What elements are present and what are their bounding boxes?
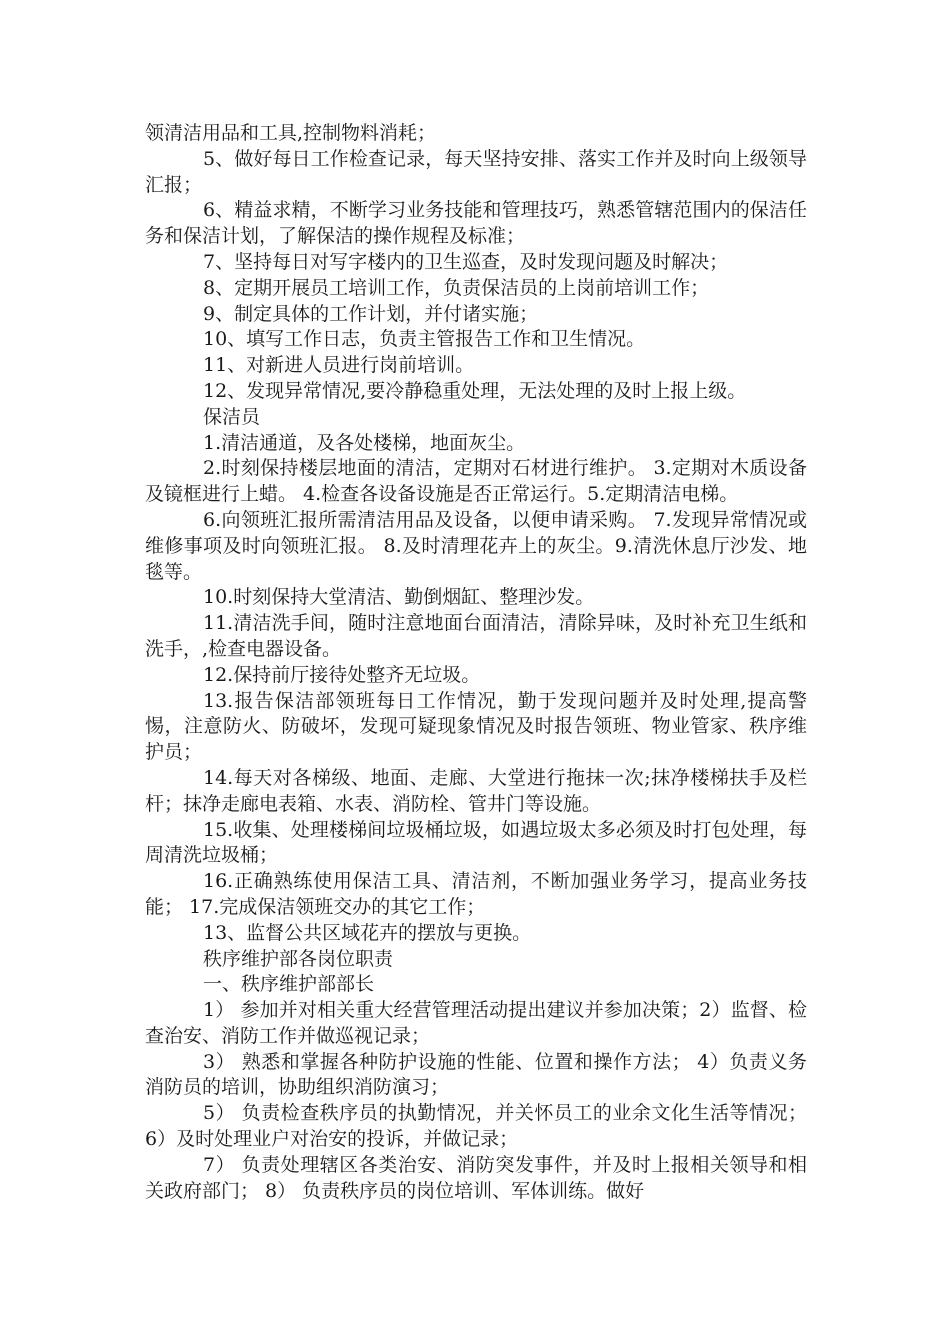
paragraph: 一、秩序维护部部长 [203,973,375,996]
paragraph: 5） 负责检查秩序员的执勤情况，并关怀员工的业余文化生活等情况； 6）及时处理业户对治安的投诉，并做记录； [145,1102,807,1151]
paragraph: 10.时刻保持大堂清洁、勤倒烟缸、整理沙发。 [203,586,595,609]
paragraph: 9、制定具体的工作计划，并付诸实施； [203,302,539,325]
paragraph: 秩序维护部各岗位职责 [203,947,394,970]
paragraph: 16.正确熟练使用保洁工具、清洁剂，不断加强业务学习，提高业务技能； 17.完成保洁领班交办的其它工作； [145,870,807,918]
paragraph: 领清洁用品和工具,控制物料消耗； [145,122,437,144]
paragraph: 3） 熟悉和掌握各种防护设施的性能、位置和操作方法； 4）负责义务消防员的培训，协助组织消防演习； [145,1050,807,1099]
paragraph: 5、做好每日工作检查记录，每天坚持安排、落实工作并及时向上级领导汇报； [145,147,807,196]
paragraph: 保洁员 [203,405,261,428]
document-body [145,121,807,1204]
paragraph: 12、发现异常情况,要冷静稳重处理，无法处理的及时上报上级。 [203,379,747,402]
paragraph: 14.每天对各梯级、地面、走廊、大堂进行拖抹一次;抹净楼梯扶手及栏杆；抹净走廊电表箱、水表、消防栓、管井门等设施。 [145,766,807,815]
paragraph: 11、对新进人员进行岗前培训。 [203,354,475,377]
paragraph: 8、定期开展员工培训工作，负责保洁员的上岗前培训工作； [203,276,710,299]
paragraph: 13、监督公共区域花卉的摆放与更换。 [203,921,532,944]
paragraph: 7、坚持每日对写字楼内的卫生巡查，及时发现问题及时解决； [203,250,729,273]
paragraph: 1） 参加并对相关重大经营管理活动提出建议并参加决策；2）监督、检查治安、消防工作并做巡视记录； [145,999,807,1047]
paragraph: 12.保持前厅接待处整齐无垃圾。 [203,663,481,686]
paragraph: 6、精益求精，不断学习业务技能和管理技巧，熟悉管辖范围内的保洁任务和保洁计划，了解保洁的操作规程及标准； [145,199,807,248]
paragraph: 6.向领班汇报所需清洁用品及设备，以便申请采购。 7.发现异常情况或维修事项及时向领班汇报。 8.及时清理花卉上的灰尘。9.清洗休息厅沙发、地毯等。 [145,508,807,583]
paragraph: 2.时刻保持楼层地面的清洁，定期对石材进行维护。 3.定期对木质设备及镜框进行上蜡。 4.检查各设备设施是否正常运行。5.定期清洁电梯。 [145,457,807,506]
paragraph: 1.清洁通道，及各处楼梯，地面灰尘。 [203,431,526,454]
paragraph: 13.报告保洁部领班每日工作情况，勤于发现问题并及时处理,提高警惕，注意防火、防破坏，发现可疑现象情况及时报告领班、物业管家、秩序维护员； [145,689,807,764]
paragraph: 11.清洁洗手间，随时注意地面台面清洁，清除异味，及时补充卫生纸和洗手，,检查电器设备。 [145,612,807,660]
paragraph: 10、填写工作日志，负责主管报告工作和卫生情况。 [203,328,646,351]
paragraph: 7） 负责处理辖区各类治安、消防突发事件，并及时上报相关领导和相关政府部门； 8） 负责秩序员的岗位培训、军体训练。做好 [145,1153,807,1202]
paragraph: 15.收集、处理楼梯间垃圾桶垃圾，如遇垃圾太多必须及时打包处理，每周清洗垃圾桶； [145,818,807,867]
